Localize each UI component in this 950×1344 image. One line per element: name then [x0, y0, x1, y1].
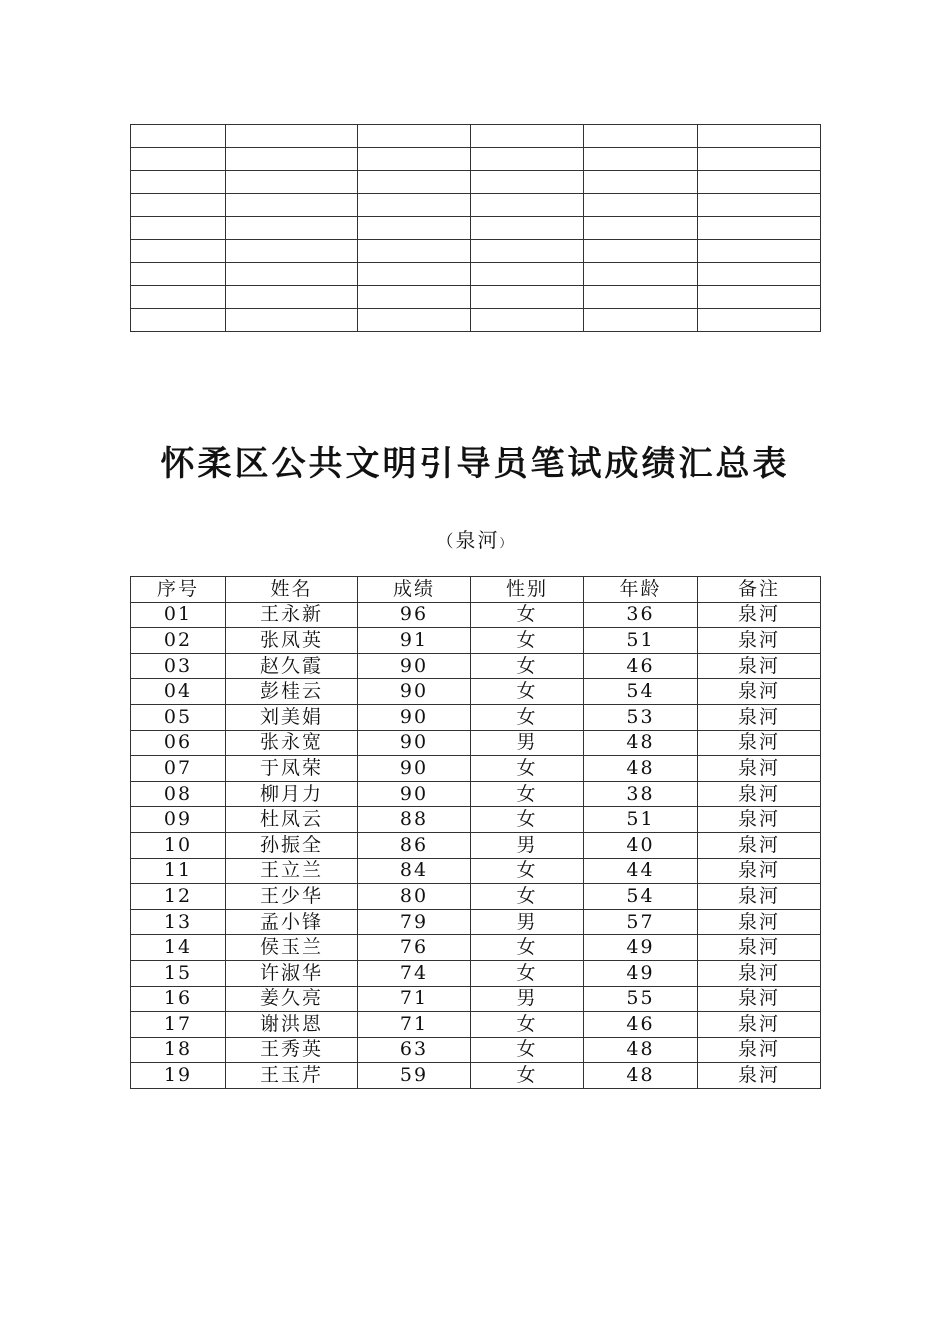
table-cell: 泉河 [698, 807, 821, 833]
empty-table-cell [698, 217, 821, 240]
table-cell: 泉河 [698, 986, 821, 1012]
empty-table-cell [698, 240, 821, 263]
empty-table-cell [131, 286, 226, 309]
empty-table-cell [471, 171, 584, 194]
table-cell: 53 [584, 704, 698, 730]
table-cell: 泉河 [698, 884, 821, 910]
table-cell: 女 [471, 858, 584, 884]
table-cell: 90 [358, 704, 471, 730]
empty-table-cell [226, 309, 358, 332]
table-cell: 38 [584, 781, 698, 807]
table-cell: 刘美娟 [226, 704, 358, 730]
empty-table-cell [584, 286, 698, 309]
table-cell: 06 [131, 730, 226, 756]
table-cell: 泉河 [698, 602, 821, 628]
table-cell: 泉河 [698, 756, 821, 782]
table-cell: 05 [131, 704, 226, 730]
empty-table-cell [358, 217, 471, 240]
empty-table-cell [358, 263, 471, 286]
table-cell: 男 [471, 986, 584, 1012]
header-row [131, 577, 821, 603]
empty-table-cell [698, 125, 821, 148]
table-cell: 76 [358, 935, 471, 961]
score-table [130, 576, 821, 1089]
empty-table-row [131, 217, 821, 240]
table-cell: 彭桂云 [226, 679, 358, 705]
empty-table-cell [584, 125, 698, 148]
table-cell: 侯玉兰 [226, 935, 358, 961]
empty-table-cell [471, 148, 584, 171]
table-cell: 女 [471, 807, 584, 833]
subtitle-open-paren: （ [436, 532, 456, 552]
table-cell: 48 [584, 1063, 698, 1089]
table-cell: 孟小锋 [226, 909, 358, 935]
table-cell: 泉河 [698, 832, 821, 858]
table-cell: 泉河 [698, 653, 821, 679]
table-cell: 泉河 [698, 960, 821, 986]
table-cell: 女 [471, 653, 584, 679]
table-cell: 王少华 [226, 884, 358, 910]
empty-table-cell [131, 263, 226, 286]
table-cell: 02 [131, 628, 226, 654]
table-cell: 07 [131, 756, 226, 782]
header-cell: 成绩 [358, 577, 471, 603]
empty-table-cell [698, 309, 821, 332]
table-cell: 49 [584, 960, 698, 986]
empty-table-cell [584, 309, 698, 332]
empty-table-cell [131, 125, 226, 148]
empty-table-cell [584, 171, 698, 194]
table-cell: 04 [131, 679, 226, 705]
table-cell: 09 [131, 807, 226, 833]
table-cell: 08 [131, 781, 226, 807]
table-cell: 96 [358, 602, 471, 628]
table-cell: 女 [471, 935, 584, 961]
table-cell: 12 [131, 884, 226, 910]
table-cell: 48 [584, 756, 698, 782]
empty-table-cell [131, 240, 226, 263]
table-cell: 王立兰 [226, 858, 358, 884]
table-row [131, 858, 821, 884]
empty-table-row [131, 148, 821, 171]
empty-table-cell [584, 240, 698, 263]
table-row [131, 832, 821, 858]
table-row [131, 884, 821, 910]
table-row [131, 756, 821, 782]
table-cell: 14 [131, 935, 226, 961]
table-cell: 泉河 [698, 858, 821, 884]
table-cell: 赵久霞 [226, 653, 358, 679]
table-cell: 泉河 [698, 730, 821, 756]
table-row [131, 628, 821, 654]
empty-table-row [131, 240, 821, 263]
header-cell: 年龄 [584, 577, 698, 603]
table-cell: 51 [584, 807, 698, 833]
table-cell: 90 [358, 781, 471, 807]
empty-table-cell [358, 148, 471, 171]
table-cell: 57 [584, 909, 698, 935]
table-cell: 13 [131, 909, 226, 935]
table-cell: 女 [471, 602, 584, 628]
table-cell: 泉河 [698, 679, 821, 705]
empty-table-cell [131, 309, 226, 332]
table-cell: 男 [471, 909, 584, 935]
table-cell: 女 [471, 628, 584, 654]
subtitle-close-paren: ） [499, 536, 514, 550]
table-cell: 10 [131, 832, 226, 858]
table-cell: 90 [358, 756, 471, 782]
empty-table-body [131, 125, 821, 332]
empty-table-cell [698, 194, 821, 217]
table-cell: 杜凤云 [226, 807, 358, 833]
table-cell: 54 [584, 884, 698, 910]
table-cell: 51 [584, 628, 698, 654]
table-cell: 泉河 [698, 909, 821, 935]
table-cell: 15 [131, 960, 226, 986]
empty-table-row [131, 309, 821, 332]
empty-table-cell [131, 171, 226, 194]
table-cell: 女 [471, 1063, 584, 1089]
empty-table-cell [226, 125, 358, 148]
empty-table-cell [698, 286, 821, 309]
page-title: 怀柔区公共文明引导员笔试成绩汇总表 [160, 444, 790, 484]
empty-table-cell [471, 125, 584, 148]
empty-table-cell [471, 309, 584, 332]
score-table-body [131, 602, 821, 1088]
header-cell: 姓名 [226, 577, 358, 603]
empty-table-cell [131, 194, 226, 217]
empty-table-cell [471, 194, 584, 217]
table-cell: 49 [584, 935, 698, 961]
empty-table-cell [226, 171, 358, 194]
table-cell: 女 [471, 960, 584, 986]
empty-table-cell [471, 286, 584, 309]
table-row [131, 909, 821, 935]
table-cell: 王秀英 [226, 1037, 358, 1063]
empty-table-cell [226, 148, 358, 171]
header-cell: 序号 [131, 577, 226, 603]
table-cell: 55 [584, 986, 698, 1012]
table-row [131, 960, 821, 986]
table-cell: 泉河 [698, 1063, 821, 1089]
table-row [131, 1012, 821, 1038]
table-row [131, 935, 821, 961]
empty-table-cell [358, 309, 471, 332]
table-cell: 54 [584, 679, 698, 705]
table-cell: 79 [358, 909, 471, 935]
table-cell: 74 [358, 960, 471, 986]
table-cell: 王玉芹 [226, 1063, 358, 1089]
empty-table-cell [226, 194, 358, 217]
table-cell: 11 [131, 858, 226, 884]
table-cell: 86 [358, 832, 471, 858]
table-cell: 63 [358, 1037, 471, 1063]
table-cell: 36 [584, 602, 698, 628]
table-cell: 泉河 [698, 1012, 821, 1038]
empty-table-cell [226, 286, 358, 309]
table-cell: 40 [584, 832, 698, 858]
table-cell: 80 [358, 884, 471, 910]
table-cell: 18 [131, 1037, 226, 1063]
table-cell: 男 [471, 832, 584, 858]
table-cell: 01 [131, 602, 226, 628]
table-cell: 71 [358, 1012, 471, 1038]
table-cell: 柳月力 [226, 781, 358, 807]
table-row [131, 1037, 821, 1063]
table-row [131, 781, 821, 807]
table-cell: 许淑华 [226, 960, 358, 986]
table-cell: 90 [358, 679, 471, 705]
table-row [131, 679, 821, 705]
table-cell: 女 [471, 1012, 584, 1038]
table-cell: 90 [358, 653, 471, 679]
table-cell: 谢洪恩 [226, 1012, 358, 1038]
table-cell: 46 [584, 653, 698, 679]
table-cell: 90 [358, 730, 471, 756]
empty-table-cell [358, 240, 471, 263]
empty-table-cell [226, 217, 358, 240]
table-cell: 16 [131, 986, 226, 1012]
table-cell: 姜久亮 [226, 986, 358, 1012]
table-cell: 03 [131, 653, 226, 679]
table-cell: 张永宽 [226, 730, 358, 756]
empty-table-cell [471, 217, 584, 240]
table-cell: 女 [471, 1037, 584, 1063]
empty-table-cell [358, 171, 471, 194]
table-cell: 71 [358, 986, 471, 1012]
table-cell: 48 [584, 730, 698, 756]
table-cell: 女 [471, 884, 584, 910]
empty-table-cell [131, 148, 226, 171]
empty-table-cell [698, 171, 821, 194]
empty-table-cell [226, 240, 358, 263]
table-cell: 59 [358, 1063, 471, 1089]
table-row [131, 986, 821, 1012]
table-cell: 泉河 [698, 704, 821, 730]
empty-table-cell [584, 148, 698, 171]
empty-table-cell [584, 263, 698, 286]
header-cell: 性别 [471, 577, 584, 603]
table-cell: 泉河 [698, 1037, 821, 1063]
empty-table-cell [698, 263, 821, 286]
empty-table [130, 124, 821, 332]
table-cell: 泉河 [698, 935, 821, 961]
table-cell: 女 [471, 781, 584, 807]
table-cell: 17 [131, 1012, 226, 1038]
table-cell: 46 [584, 1012, 698, 1038]
table-cell: 女 [471, 704, 584, 730]
empty-table-row [131, 125, 821, 148]
table-cell: 女 [471, 756, 584, 782]
table-cell: 泉河 [698, 781, 821, 807]
table-cell: 泉河 [698, 628, 821, 654]
header-cell: 备注 [698, 577, 821, 603]
empty-table-cell [358, 194, 471, 217]
empty-table-cell [131, 217, 226, 240]
empty-table-cell [358, 125, 471, 148]
subtitle [0, 524, 950, 553]
empty-table-row [131, 286, 821, 309]
table-cell: 19 [131, 1063, 226, 1089]
empty-table-cell [471, 263, 584, 286]
table-cell: 孙振全 [226, 832, 358, 858]
table-cell: 44 [584, 858, 698, 884]
table-cell: 48 [584, 1037, 698, 1063]
table-row [131, 602, 821, 628]
table-row [131, 704, 821, 730]
table-cell: 女 [471, 679, 584, 705]
table-cell: 91 [358, 628, 471, 654]
empty-table-cell [471, 240, 584, 263]
table-cell: 于凤荣 [226, 756, 358, 782]
table-row [131, 1063, 821, 1089]
table-cell: 王永新 [226, 602, 358, 628]
table-row [131, 653, 821, 679]
empty-table-row [131, 263, 821, 286]
table-row [131, 807, 821, 833]
table-cell: 男 [471, 730, 584, 756]
empty-table-cell [226, 263, 358, 286]
empty-table-cell [698, 148, 821, 171]
table-cell: 张凤英 [226, 628, 358, 654]
table-row [131, 730, 821, 756]
empty-table-cell [358, 286, 471, 309]
empty-table-cell [584, 217, 698, 240]
empty-table-row [131, 171, 821, 194]
table-cell: 88 [358, 807, 471, 833]
empty-table-row [131, 194, 821, 217]
subtitle-text: 泉河 [455, 528, 500, 552]
table-cell: 84 [358, 858, 471, 884]
empty-table-cell [584, 194, 698, 217]
